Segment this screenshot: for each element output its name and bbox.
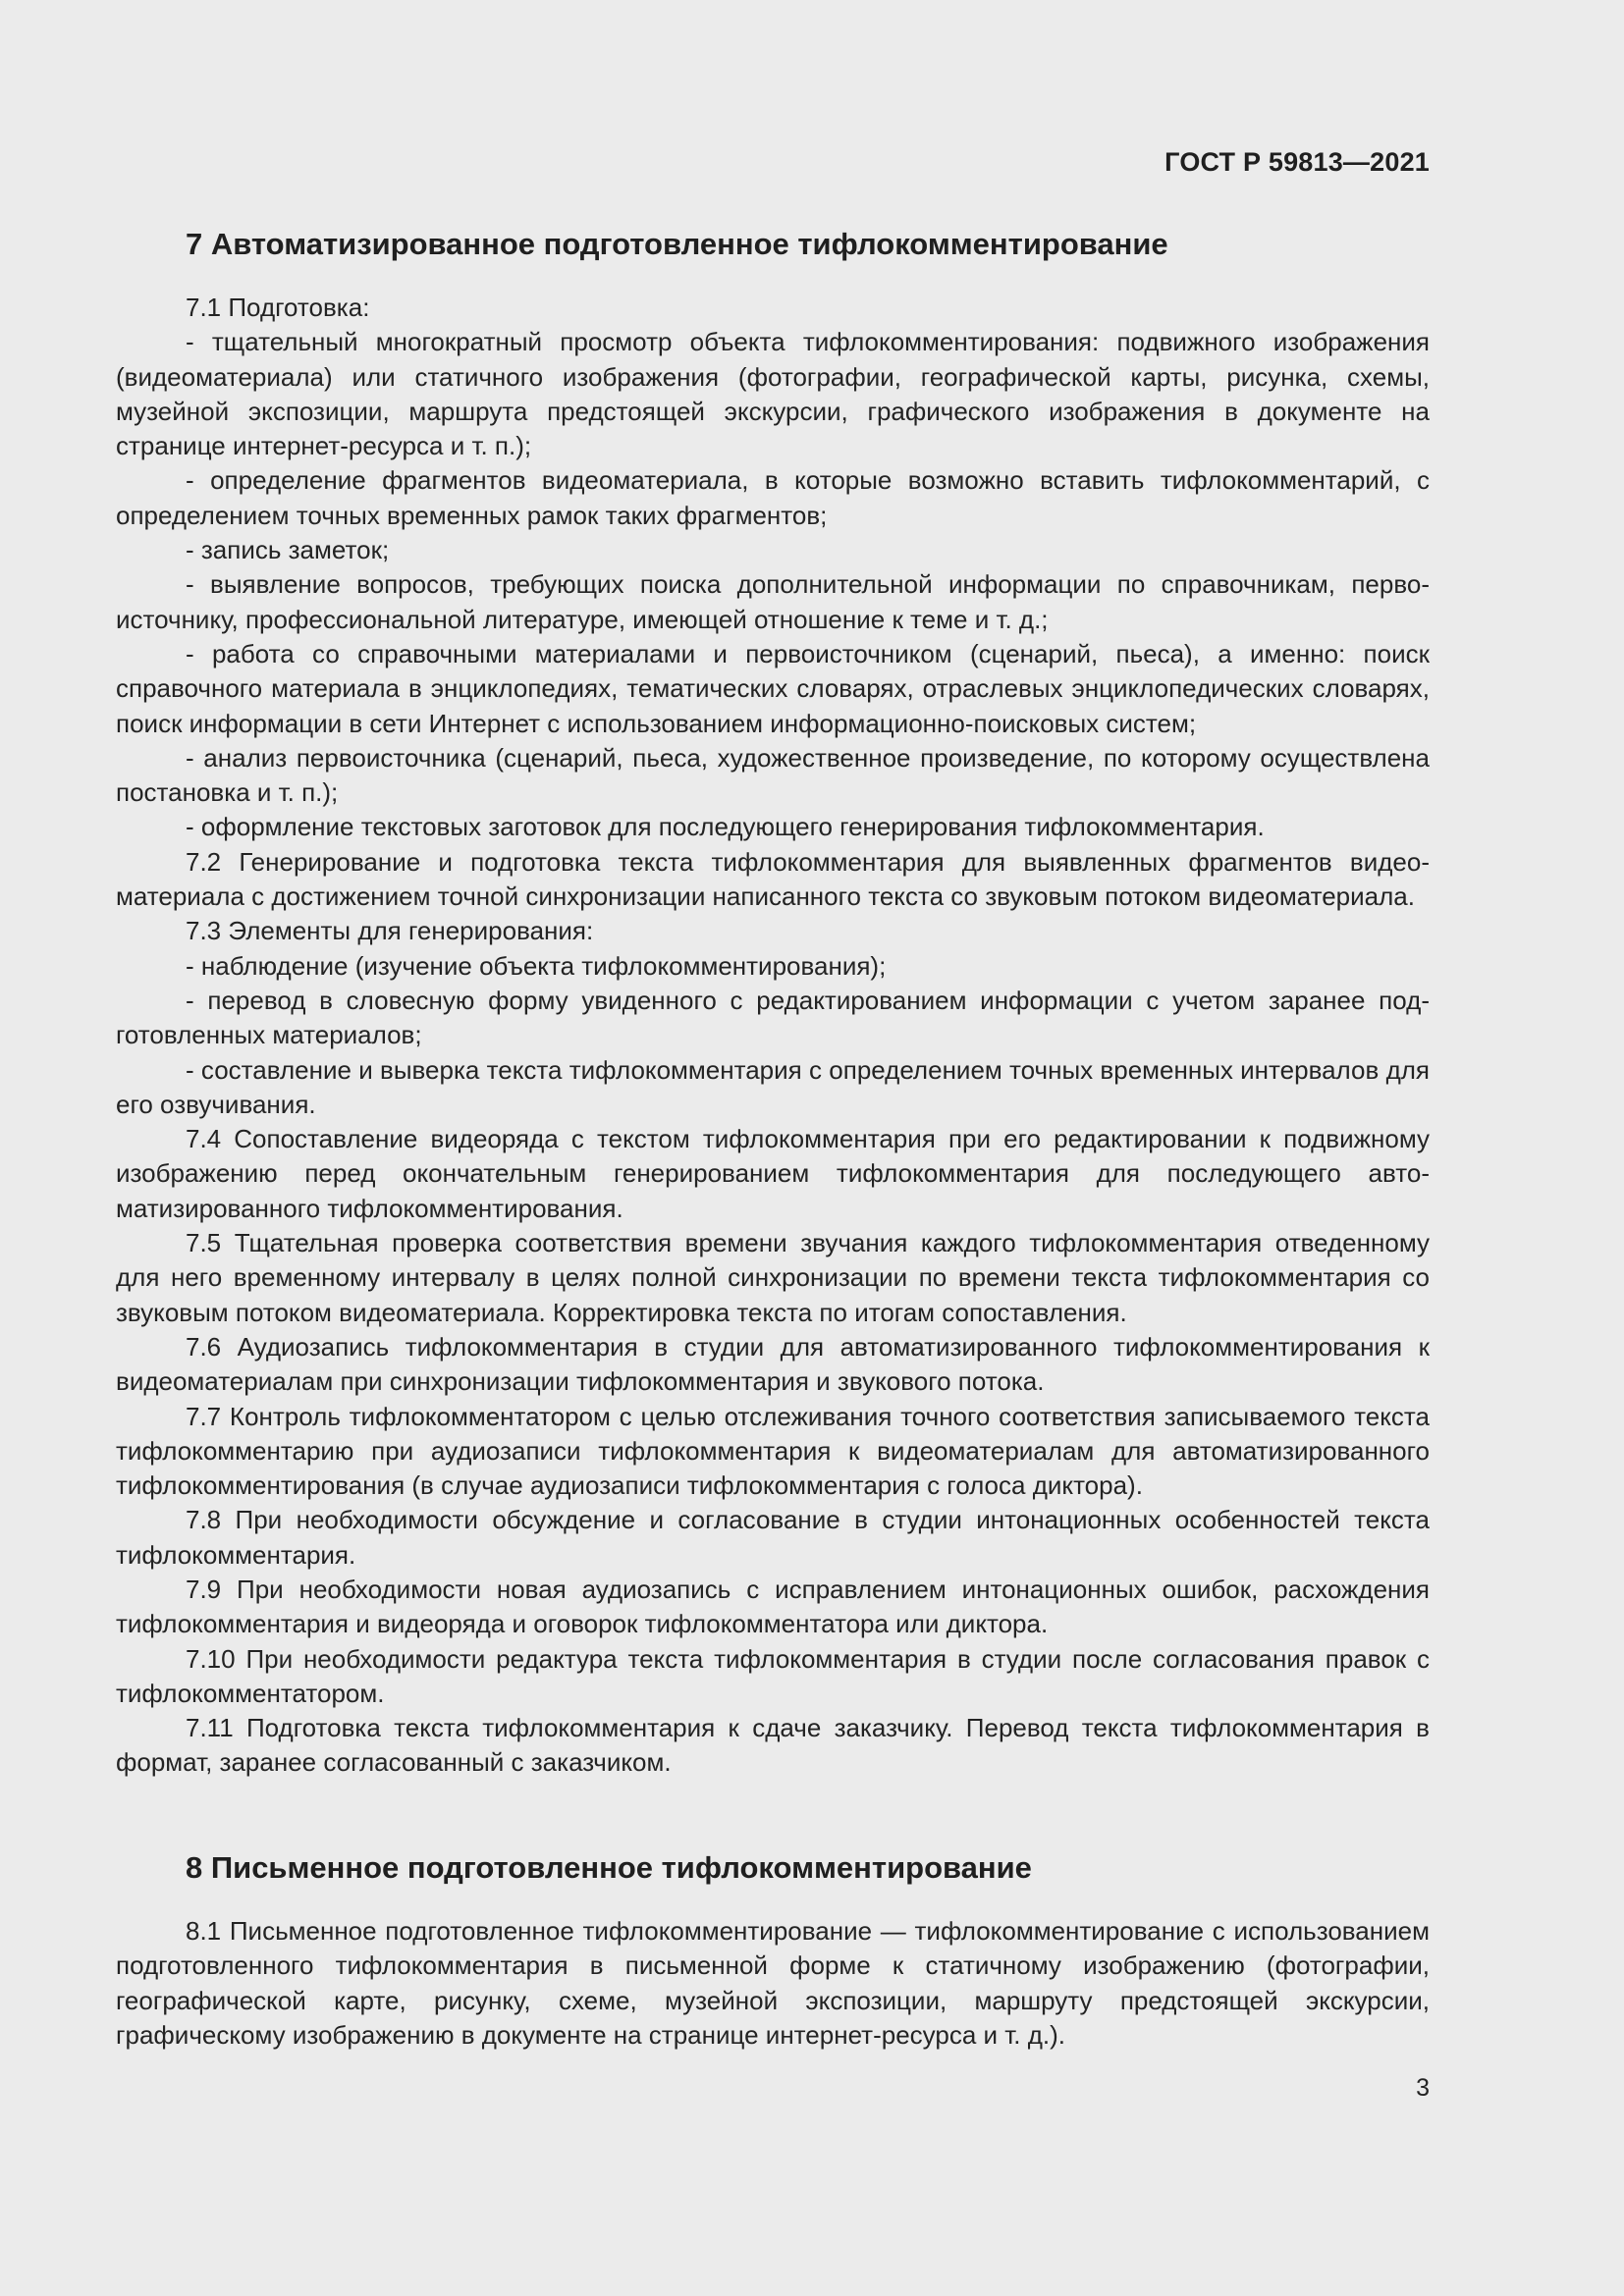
- paragraph: 7.9 При необходимости новая аудиозапись с исправлением интонационных ошибок, расхождения тифлокомментария и видеоряда и оговорок тифлокомментатора или диктора.: [116, 1574, 1430, 1639]
- paragraph: 7.10 При необходимости редактура текста тифлокомментария в студии после согласования правок с тифлокомментатором.: [116, 1643, 1430, 1708]
- paragraph: - анализ первоисточника (сценарий, пьеса, художественное произведение, по которому осуществлена постановка и т. п.);: [116, 742, 1430, 808]
- document-code: ГОСТ Р 59813—2021: [1164, 147, 1430, 177]
- paragraph: 7.2 Генерирование и подготовка текста тифлокомментария для выявленных фрагментов видеоматериала с достижением точной синхронизации написанного текста со звуковым потоком видеоматериала.: [116, 846, 1430, 912]
- paragraph: 8.1 Письменное подготовленное тифлокомментирование — тифлокомментирование с использованием подготовленного тифлокомментария в письменной форме к статичному изображению (фотографии, географической карте, рисунку, схеме, музейной экспозиции, маршруту предстоящей экскурсии, графическому изображению в документе на странице интернет-ресурса и т. д.).: [116, 1916, 1430, 2050]
- paragraph: - наблюдение (изучение объекта тифлокомментирования);: [186, 950, 887, 981]
- paragraph: 7.3 Элементы для генерирования:: [186, 916, 594, 946]
- paragraph: 7.5 Тщательная проверка соответствия времени звучания каждого тифлокомментария отведенному для него временному интервалу в целях полной синхронизации по времени текста тифлокомментария со звуковым потоком видеоматериала. Корректировка текста по итогам сопоставления.: [116, 1228, 1430, 1327]
- paragraph: - выявление вопросов, требующих поиска дополнительной информации по справочникам, первоисточнику, профессиональной литературе, имеющей отношение к теме и т. д.;: [116, 569, 1430, 634]
- section-7: [116, 220, 1430, 1781]
- paragraph: - тщательный многократный просмотр объекта тифлокомментирования: подвижного изображения (видеоматериала) или статичного изображения (фотографии, географической карты, рисунка, схемы, музейной экспозиции, маршрута предстоящей экскурсии, графического изображения в документе на странице интернет-ресурса и т. п.);: [116, 327, 1430, 461]
- section-7-heading: 7 Автоматизированное подготовленное тифлокомментирование: [186, 227, 1168, 261]
- paragraph: 7.11 Подготовка текста тифлокомментария к сдаче заказчику. Перевод текста тифлокомментария в формат, заранее согласованный с заказчиком.: [116, 1713, 1430, 1778]
- paragraph: - запись заметок;: [186, 535, 390, 565]
- paragraph: 7.8 При необходимости обсуждение и согласование в студии интонационных особенностей текста тифлокомментария.: [116, 1505, 1430, 1570]
- paragraph: - определение фрагментов видеоматериала, в которые возможно вставить тифлокомментарий, с определением точных временных рамок таких фрагментов;: [116, 465, 1430, 530]
- paragraph: 7.4 Сопоставление видеоряда с текстом тифлокомментария при его редактировании к подвижному изображению перед окончательным генерированием тифлокомментария для последующего автоматизированного тифлокомментирования.: [116, 1124, 1430, 1223]
- paragraph: 7.6 Аудиозапись тифлокомментария в студии для автоматизированного тифлокомментирования к видеоматериалам при синхронизации тифлокомментария и звукового потока.: [116, 1331, 1430, 1397]
- paragraph: 7.1 Подготовка:: [186, 293, 370, 322]
- paragraph: - работа со справочными материалами и первоисточником (сценарий, пьеса), а именно: поиск справочного материала в энциклопедиях, тематических словарях, отраслевых энциклопедических словарях, поиск информации в сети Интернет с использованием информационно-поисковых систем;: [116, 638, 1430, 738]
- paragraph: - перевод в словесную форму увиденного с редактированием информации с учетом заранее подготовленных материалов;: [116, 985, 1430, 1050]
- section-8: [116, 1843, 1430, 2053]
- section-8-heading: 8 Письменное подготовленное тифлокомментирование: [186, 1850, 1032, 1885]
- page-number: 3: [1416, 2074, 1430, 2102]
- paragraph: - составление и выверка текста тифлокомментария с определением точных временных интервалов для его озвучивания.: [116, 1054, 1430, 1119]
- paragraph: - оформление текстовых заготовок для последующего генерирования тифлокомментария.: [186, 812, 1265, 842]
- paragraph: 7.7 Контроль тифлокомментатором с целью отслеживания точного соответствия записываемого текста тифлокомментарию при аудиозаписи тифлокомментария к видеоматериалам для автоматизированного тифлокомментирования (в случае аудиозаписи тифлокомментария с голоса диктора).: [116, 1401, 1430, 1501]
